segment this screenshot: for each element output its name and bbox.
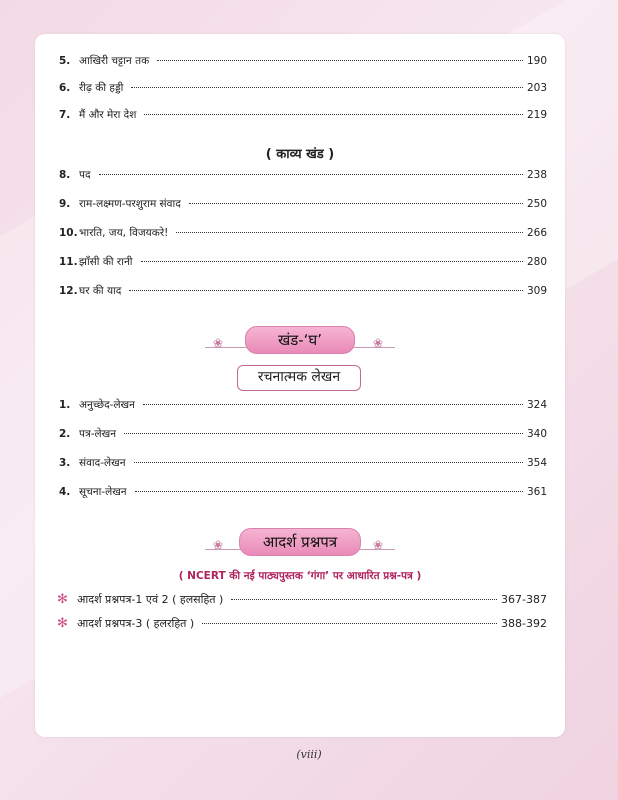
- toc-row[interactable]: [59, 427, 547, 443]
- leader-dots: [189, 203, 523, 204]
- leader-dots: [129, 290, 523, 291]
- toc-row[interactable]: [59, 54, 547, 70]
- flower-ornament-icon: ❀: [373, 336, 384, 350]
- leader-dots: [144, 114, 523, 115]
- page-number: 219: [526, 109, 547, 121]
- chapter-title: भारति, जय, विजयकरे!: [79, 227, 169, 239]
- page-number: 238: [526, 169, 547, 181]
- page-range: 388-392: [501, 617, 547, 630]
- chapter-number: 3.: [59, 457, 71, 469]
- chapter-number: 1.: [59, 399, 71, 411]
- page-number: 266: [526, 227, 547, 239]
- chapter-title: संवाद-लेखन: [79, 457, 126, 469]
- chapter-title: झाँसी की रानी: [79, 256, 133, 268]
- page-number: 361: [526, 486, 547, 498]
- leader-dots: [131, 87, 523, 88]
- model-paper-title: आदर्श प्रश्नपत्र-3 ( हलरहित ): [77, 617, 195, 630]
- leader-dots: [141, 261, 523, 262]
- leader-dots: [99, 174, 523, 175]
- chapter-title: सूचना-लेखन: [79, 486, 127, 498]
- leader-dots: [157, 60, 523, 61]
- page-range: 367-387: [501, 593, 547, 606]
- chapter-title: पद: [79, 169, 91, 181]
- toc-row[interactable]: [59, 108, 547, 124]
- leader-dots: [202, 623, 497, 624]
- footer-page-number: (viii): [296, 748, 322, 761]
- model-paper-row[interactable]: [57, 616, 547, 632]
- leader-dots: [124, 433, 523, 434]
- section-gha-banner: [35, 322, 565, 362]
- chapter-number: 2.: [59, 428, 71, 440]
- section-gha-title: खंड-‘घ’: [245, 326, 355, 354]
- chapter-number: 11.: [59, 256, 78, 268]
- toc-row[interactable]: [59, 81, 547, 97]
- chapter-number: 5.: [59, 55, 71, 67]
- leader-dots: [135, 491, 523, 492]
- page-number: 280: [526, 256, 547, 268]
- chapter-title: घर की याद: [79, 285, 122, 297]
- creative-writing-heading: रचनात्मक लेखन: [237, 365, 361, 391]
- toc-row[interactable]: [59, 197, 547, 213]
- flower-ornament-icon: ❀: [213, 336, 224, 350]
- toc-row[interactable]: [59, 456, 547, 472]
- toc-row[interactable]: [59, 168, 547, 184]
- page-number: 340: [526, 428, 547, 440]
- toc-row[interactable]: [59, 255, 547, 271]
- leader-dots: [134, 462, 523, 463]
- chapter-number: 10.: [59, 227, 78, 239]
- leader-dots: [231, 599, 497, 600]
- chapter-number: 6.: [59, 82, 71, 94]
- chapter-title: रीढ़ की हड्डी: [79, 82, 124, 94]
- model-papers-banner: [35, 524, 565, 564]
- chapter-title: मैं और मेरा देश: [79, 109, 137, 121]
- model-paper-row[interactable]: [57, 592, 547, 608]
- chapter-title: अनुच्छेद-लेखन: [79, 399, 135, 411]
- toc-row[interactable]: [59, 485, 547, 501]
- chapter-number: 4.: [59, 486, 71, 498]
- chapter-title: आखिरी चट्टान तक: [79, 55, 150, 67]
- flower-star-icon: ✻: [57, 616, 68, 631]
- chapter-title: राम-लक्ष्मण-परशुराम संवाद: [79, 198, 181, 210]
- leader-dots: [176, 232, 523, 233]
- leader-dots: [143, 404, 523, 405]
- flower-ornament-icon: ❀: [213, 538, 224, 552]
- poetry-section-heading: ( काव्य खंड ): [265, 147, 335, 162]
- page-number: 190: [526, 55, 547, 67]
- ncert-note: ( NCERT की नई पाठ्यपुस्तक ‘गंगा’ पर आधारित प्रश्न-पत्र ): [178, 570, 422, 582]
- chapter-title: पत्र-लेखन: [79, 428, 117, 440]
- page-number: 250: [526, 198, 547, 210]
- toc-row[interactable]: [59, 226, 547, 242]
- chapter-number: 9.: [59, 198, 71, 210]
- page-number: 354: [526, 457, 547, 469]
- model-papers-title: आदर्श प्रश्नपत्र: [239, 528, 361, 556]
- flower-ornament-icon: ❀: [373, 538, 384, 552]
- toc-row[interactable]: [59, 284, 547, 300]
- chapter-number: 12.: [59, 285, 78, 297]
- chapter-number: 8.: [59, 169, 71, 181]
- model-paper-title: आदर्श प्रश्नपत्र-1 एवं 2 ( हलसहित ): [77, 593, 224, 606]
- page-number: 203: [526, 82, 547, 94]
- flower-star-icon: ✻: [57, 592, 68, 607]
- chapter-number: 7.: [59, 109, 71, 121]
- page-number: 324: [526, 399, 547, 411]
- contents-card: [35, 34, 565, 737]
- page-number: 309: [526, 285, 547, 297]
- toc-row[interactable]: [59, 398, 547, 414]
